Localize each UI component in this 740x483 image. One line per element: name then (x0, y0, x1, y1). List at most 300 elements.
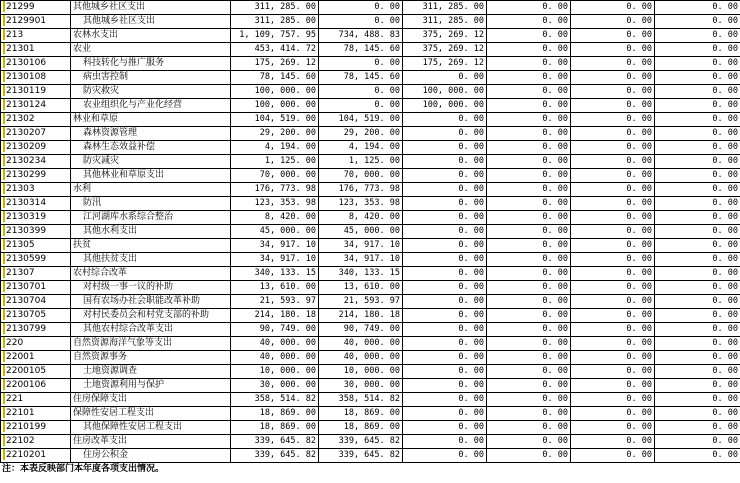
amount-cell[interactable]: 0. 00 (571, 57, 655, 71)
amount-cell[interactable]: 0. 00 (571, 337, 655, 351)
amount-cell[interactable]: 0. 00 (571, 15, 655, 29)
subject-name-cell[interactable]: 其他保障性安居工程支出 (71, 421, 231, 435)
amount-cell[interactable]: 0. 00 (655, 183, 740, 197)
amount-cell[interactable]: 0. 00 (319, 1, 403, 15)
amount-cell[interactable]: 34, 917. 10 (319, 253, 403, 267)
amount-cell[interactable]: 0. 00 (571, 43, 655, 57)
subject-code-cell[interactable] (1, 435, 71, 449)
amount-cell[interactable]: 40, 000. 00 (319, 337, 403, 351)
amount-cell[interactable]: 0. 00 (403, 281, 487, 295)
subject-code-cell[interactable] (1, 337, 71, 351)
subject-name-cell[interactable]: 农村综合改革 (71, 267, 231, 281)
subject-name-cell[interactable]: 防汛 (71, 197, 231, 211)
subject-code-cell[interactable] (1, 183, 71, 197)
amount-cell[interactable]: 0. 00 (487, 71, 571, 85)
amount-cell[interactable]: 0. 00 (655, 393, 740, 407)
amount-cell[interactable]: 0. 00 (571, 183, 655, 197)
amount-cell[interactable]: 0. 00 (655, 211, 740, 225)
subject-name-cell[interactable]: 住房改革支出 (71, 435, 231, 449)
amount-cell[interactable]: 176, 773. 98 (319, 183, 403, 197)
table-row[interactable] (1, 407, 740, 421)
subject-name-cell[interactable]: 江河湖库水系综合整治 (71, 211, 231, 225)
amount-cell[interactable]: 375, 269. 12 (403, 29, 487, 43)
table-row[interactable] (1, 295, 740, 309)
subject-code-cell[interactable] (1, 281, 71, 295)
table-row[interactable] (1, 267, 740, 281)
amount-cell[interactable]: 0. 00 (487, 113, 571, 127)
amount-cell[interactable]: 0. 00 (487, 85, 571, 99)
amount-cell[interactable]: 0. 00 (487, 183, 571, 197)
table-row[interactable] (1, 351, 740, 365)
amount-cell[interactable]: 0. 00 (655, 337, 740, 351)
subject-name-cell[interactable]: 土地资源利用与保护 (71, 379, 231, 393)
amount-cell[interactable]: 0. 00 (403, 253, 487, 267)
amount-cell[interactable]: 0. 00 (403, 127, 487, 141)
table-row[interactable] (1, 365, 740, 379)
subject-code-cell[interactable] (1, 421, 71, 435)
subject-name-cell[interactable]: 自然资源海洋气象等支出 (71, 337, 231, 351)
table-row[interactable] (1, 225, 740, 239)
subject-code-cell[interactable] (1, 155, 71, 169)
amount-cell[interactable]: 21, 593. 97 (231, 295, 319, 309)
amount-cell[interactable]: 0. 00 (487, 141, 571, 155)
amount-cell[interactable]: 0. 00 (403, 155, 487, 169)
amount-cell[interactable]: 0. 00 (403, 421, 487, 435)
amount-cell[interactable]: 0. 00 (319, 99, 403, 113)
amount-cell[interactable]: 0. 00 (403, 379, 487, 393)
subject-name-cell[interactable]: 对村民委员会和村党支部的补助 (71, 309, 231, 323)
amount-cell[interactable]: 0. 00 (655, 281, 740, 295)
amount-cell[interactable]: 0. 00 (487, 323, 571, 337)
table-row[interactable] (1, 309, 740, 323)
subject-code-cell[interactable] (1, 57, 71, 71)
amount-cell[interactable]: 358, 514. 82 (231, 393, 319, 407)
amount-cell[interactable]: 0. 00 (487, 407, 571, 421)
amount-cell[interactable]: 0. 00 (655, 379, 740, 393)
amount-cell[interactable]: 0. 00 (403, 169, 487, 183)
subject-name-cell[interactable]: 森林生态效益补偿 (71, 141, 231, 155)
amount-cell[interactable]: 0. 00 (571, 435, 655, 449)
subject-name-cell[interactable]: 农业 (71, 43, 231, 57)
amount-cell[interactable]: 0. 00 (403, 295, 487, 309)
amount-cell[interactable]: 0. 00 (319, 85, 403, 99)
amount-cell[interactable]: 0. 00 (655, 85, 740, 99)
amount-cell[interactable]: 0. 00 (487, 337, 571, 351)
table-row[interactable] (1, 435, 740, 449)
table-row[interactable] (1, 113, 740, 127)
subject-name-cell[interactable]: 防灾救灾 (71, 85, 231, 99)
subject-name-cell[interactable]: 农业组织化与产业化经营 (71, 99, 231, 113)
table-row[interactable] (1, 421, 740, 435)
amount-cell[interactable]: 0. 00 (403, 323, 487, 337)
amount-cell[interactable]: 0. 00 (403, 435, 487, 449)
amount-cell[interactable]: 0. 00 (655, 309, 740, 323)
amount-cell[interactable]: 0. 00 (571, 155, 655, 169)
amount-cell[interactable]: 1, 109, 757. 95 (231, 29, 319, 43)
amount-cell[interactable]: 0. 00 (571, 71, 655, 85)
amount-cell[interactable]: 0. 00 (403, 309, 487, 323)
subject-name-cell[interactable]: 国有农场办社会职能改革补助 (71, 295, 231, 309)
amount-cell[interactable]: 78, 145. 60 (319, 43, 403, 57)
amount-cell[interactable]: 0. 00 (487, 267, 571, 281)
subject-name-cell[interactable]: 其他农村综合改革支出 (71, 323, 231, 337)
table-row[interactable] (1, 211, 740, 225)
subject-name-cell[interactable]: 其他林业和草原支出 (71, 169, 231, 183)
amount-cell[interactable]: 453, 414. 72 (231, 43, 319, 57)
table-row[interactable] (1, 393, 740, 407)
table-row[interactable] (1, 239, 740, 253)
amount-cell[interactable]: 0. 00 (487, 281, 571, 295)
amount-cell[interactable]: 0. 00 (655, 127, 740, 141)
subject-code-cell[interactable] (1, 127, 71, 141)
subject-name-cell[interactable]: 保障性安居工程支出 (71, 407, 231, 421)
subject-code-cell[interactable] (1, 43, 71, 57)
amount-cell[interactable]: 340, 133. 15 (231, 267, 319, 281)
error-indicator-icon (3, 351, 5, 362)
amount-cell[interactable]: 0. 00 (571, 113, 655, 127)
table-row[interactable] (1, 29, 740, 43)
amount-cell[interactable]: 10, 000. 00 (231, 365, 319, 379)
amount-cell[interactable]: 0. 00 (655, 351, 740, 365)
amount-cell[interactable]: 0. 00 (487, 1, 571, 15)
amount-cell[interactable]: 375, 269. 12 (403, 43, 487, 57)
amount-cell[interactable]: 0. 00 (655, 1, 740, 15)
amount-cell[interactable]: 123, 353. 98 (319, 197, 403, 211)
amount-cell[interactable]: 0. 00 (655, 421, 740, 435)
amount-cell[interactable]: 0. 00 (487, 225, 571, 239)
table-row[interactable] (1, 43, 740, 57)
subject-name-cell[interactable]: 防灾减灾 (71, 155, 231, 169)
amount-cell[interactable]: 30, 000. 00 (231, 379, 319, 393)
amount-cell[interactable]: 0. 00 (487, 169, 571, 183)
amount-cell[interactable]: 311, 285. 00 (231, 1, 319, 15)
amount-cell[interactable]: 214, 180. 18 (231, 309, 319, 323)
amount-cell[interactable]: 0. 00 (487, 253, 571, 267)
amount-cell[interactable]: 30, 000. 00 (319, 379, 403, 393)
amount-cell[interactable]: 0. 00 (571, 169, 655, 183)
amount-cell[interactable]: 340, 133. 15 (319, 267, 403, 281)
amount-cell[interactable]: 90, 749. 00 (319, 323, 403, 337)
amount-cell[interactable]: 29, 200. 00 (231, 127, 319, 141)
amount-cell[interactable]: 0. 00 (655, 57, 740, 71)
subject-code-cell[interactable] (1, 29, 71, 43)
amount-cell[interactable]: 0. 00 (655, 449, 740, 463)
subject-code-cell[interactable] (1, 99, 71, 113)
amount-cell[interactable]: 0. 00 (655, 253, 740, 267)
amount-cell[interactable]: 0. 00 (655, 435, 740, 449)
subject-code-cell[interactable] (1, 351, 71, 365)
amount-cell[interactable]: 0. 00 (403, 351, 487, 365)
amount-cell[interactable]: 214, 180. 18 (319, 309, 403, 323)
subject-name-cell[interactable]: 水利 (71, 183, 231, 197)
amount-cell[interactable]: 0. 00 (487, 365, 571, 379)
amount-cell[interactable]: 70, 000. 00 (231, 169, 319, 183)
amount-cell[interactable]: 40, 000. 00 (319, 351, 403, 365)
amount-cell[interactable]: 0. 00 (655, 155, 740, 169)
subject-code-cell[interactable] (1, 393, 71, 407)
subject-code-cell[interactable] (1, 323, 71, 337)
amount-cell[interactable]: 0. 00 (571, 309, 655, 323)
amount-cell[interactable]: 13, 610. 00 (231, 281, 319, 295)
table-row[interactable] (1, 337, 740, 351)
table-row[interactable] (1, 85, 740, 99)
amount-cell[interactable]: 0. 00 (571, 253, 655, 267)
amount-cell[interactable]: 0. 00 (403, 407, 487, 421)
amount-cell[interactable]: 0. 00 (487, 239, 571, 253)
amount-cell[interactable]: 0. 00 (403, 239, 487, 253)
amount-cell[interactable]: 0. 00 (403, 337, 487, 351)
amount-cell[interactable]: 0. 00 (319, 57, 403, 71)
amount-cell[interactable]: 0. 00 (571, 351, 655, 365)
subject-name-cell[interactable]: 科技转化与推广服务 (71, 57, 231, 71)
subject-code-cell[interactable] (1, 71, 71, 85)
amount-cell[interactable]: 1, 125. 00 (231, 155, 319, 169)
amount-cell[interactable]: 0. 00 (571, 407, 655, 421)
amount-cell[interactable]: 0. 00 (571, 365, 655, 379)
amount-cell[interactable]: 0. 00 (571, 449, 655, 463)
amount-cell[interactable]: 45, 000. 00 (231, 225, 319, 239)
amount-cell[interactable]: 734, 488. 83 (319, 29, 403, 43)
subject-name-cell[interactable]: 病虫害控制 (71, 71, 231, 85)
subject-code-cell[interactable] (1, 211, 71, 225)
amount-cell[interactable]: 13, 610. 00 (319, 281, 403, 295)
amount-cell[interactable]: 0. 00 (571, 281, 655, 295)
subject-name-cell[interactable]: 扶贫 (71, 239, 231, 253)
amount-cell[interactable]: 0. 00 (403, 197, 487, 211)
subject-code-cell[interactable] (1, 1, 71, 15)
amount-cell[interactable]: 34, 917. 10 (231, 253, 319, 267)
amount-cell[interactable]: 0. 00 (655, 99, 740, 113)
amount-cell[interactable]: 0. 00 (655, 267, 740, 281)
table-row[interactable] (1, 323, 740, 337)
amount-cell[interactable]: 4, 194. 00 (319, 141, 403, 155)
amount-cell[interactable]: 29, 200. 00 (319, 127, 403, 141)
amount-cell[interactable]: 0. 00 (403, 71, 487, 85)
amount-cell[interactable]: 0. 00 (571, 127, 655, 141)
subject-code-cell[interactable] (1, 253, 71, 267)
amount-cell[interactable]: 0. 00 (571, 29, 655, 43)
amount-cell[interactable]: 0. 00 (403, 449, 487, 463)
amount-cell[interactable]: 0. 00 (655, 43, 740, 57)
amount-cell[interactable]: 0. 00 (487, 379, 571, 393)
amount-cell[interactable]: 8, 420. 00 (319, 211, 403, 225)
subject-code-cell[interactable] (1, 309, 71, 323)
amount-cell[interactable]: 0. 00 (403, 267, 487, 281)
amount-cell[interactable]: 100, 000. 00 (231, 85, 319, 99)
amount-cell[interactable]: 0. 00 (487, 393, 571, 407)
table-row[interactable] (1, 127, 740, 141)
amount-cell[interactable]: 0. 00 (571, 99, 655, 113)
amount-cell[interactable]: 358, 514. 82 (319, 393, 403, 407)
amount-cell[interactable]: 1, 125. 00 (319, 155, 403, 169)
subject-name-cell[interactable]: 住房公积金 (71, 449, 231, 463)
amount-cell[interactable]: 0. 00 (403, 141, 487, 155)
amount-cell[interactable]: 0. 00 (487, 449, 571, 463)
amount-cell[interactable]: 0. 00 (571, 197, 655, 211)
error-indicator-icon (3, 113, 5, 124)
amount-cell[interactable]: 0. 00 (487, 435, 571, 449)
amount-cell[interactable]: 0. 00 (487, 197, 571, 211)
amount-cell[interactable]: 0. 00 (571, 393, 655, 407)
amount-cell[interactable]: 0. 00 (403, 365, 487, 379)
amount-cell[interactable]: 0. 00 (655, 169, 740, 183)
amount-cell[interactable]: 0. 00 (655, 15, 740, 29)
amount-cell[interactable]: 21, 593. 97 (319, 295, 403, 309)
amount-cell[interactable]: 123, 353. 98 (231, 197, 319, 211)
amount-cell[interactable]: 0. 00 (487, 29, 571, 43)
subject-code-cell[interactable] (1, 267, 71, 281)
amount-cell[interactable]: 311, 285. 00 (231, 15, 319, 29)
amount-cell[interactable]: 0. 00 (403, 113, 487, 127)
amount-cell[interactable]: 0. 00 (487, 211, 571, 225)
amount-cell[interactable]: 0. 00 (571, 295, 655, 309)
amount-cell[interactable]: 78, 145. 60 (319, 71, 403, 85)
amount-cell[interactable]: 0. 00 (487, 351, 571, 365)
subject-code-cell[interactable] (1, 379, 71, 393)
table-row[interactable] (1, 379, 740, 393)
amount-cell[interactable]: 0. 00 (655, 141, 740, 155)
subject-code-cell[interactable] (1, 225, 71, 239)
amount-cell[interactable]: 0. 00 (571, 211, 655, 225)
amount-cell[interactable]: 0. 00 (487, 43, 571, 57)
amount-cell[interactable]: 34, 917. 10 (231, 239, 319, 253)
amount-cell[interactable]: 0. 00 (487, 127, 571, 141)
subject-code-cell[interactable] (1, 141, 71, 155)
subject-name-cell[interactable]: 自然资源事务 (71, 351, 231, 365)
amount-cell[interactable]: 0. 00 (319, 15, 403, 29)
table-row[interactable] (1, 57, 740, 71)
subject-code-cell[interactable] (1, 85, 71, 99)
amount-cell[interactable]: 8, 420. 00 (231, 211, 319, 225)
amount-cell[interactable]: 0. 00 (487, 99, 571, 113)
amount-cell[interactable]: 0. 00 (487, 155, 571, 169)
amount-cell[interactable]: 0. 00 (655, 365, 740, 379)
amount-cell[interactable]: 0. 00 (571, 239, 655, 253)
amount-cell[interactable]: 0. 00 (655, 295, 740, 309)
subject-name-cell[interactable]: 其他扶贫支出 (71, 253, 231, 267)
table-row[interactable] (1, 141, 740, 155)
table-row[interactable] (1, 253, 740, 267)
table-row[interactable] (1, 1, 740, 15)
amount-cell[interactable]: 0. 00 (487, 295, 571, 309)
amount-cell[interactable]: 100, 000. 00 (403, 85, 487, 99)
subject-name-cell[interactable]: 土地资源调查 (71, 365, 231, 379)
amount-cell[interactable]: 0. 00 (655, 323, 740, 337)
amount-cell[interactable]: 100, 000. 00 (403, 99, 487, 113)
amount-cell[interactable]: 104, 519. 00 (319, 113, 403, 127)
amount-cell[interactable]: 10, 000. 00 (319, 365, 403, 379)
table-row[interactable] (1, 281, 740, 295)
amount-cell[interactable]: 339, 645. 82 (231, 435, 319, 449)
amount-cell[interactable]: 175, 269. 12 (231, 57, 319, 71)
error-indicator-icon (3, 435, 5, 446)
subject-code-cell[interactable] (1, 113, 71, 127)
subject-name-cell[interactable]: 农林水支出 (71, 29, 231, 43)
table-row[interactable] (1, 197, 740, 211)
amount-cell[interactable]: 104, 519. 00 (231, 113, 319, 127)
subject-name-cell[interactable]: 其他城乡社区支出 (71, 15, 231, 29)
table-row[interactable] (1, 183, 740, 197)
amount-cell[interactable]: 18, 869. 00 (231, 407, 319, 421)
subject-code-cell[interactable] (1, 169, 71, 183)
subject-code-cell[interactable] (1, 295, 71, 309)
amount-cell[interactable]: 339, 645. 82 (319, 435, 403, 449)
amount-cell[interactable]: 4, 194. 00 (231, 141, 319, 155)
amount-cell[interactable]: 0. 00 (487, 421, 571, 435)
amount-cell[interactable]: 70, 000. 00 (319, 169, 403, 183)
amount-cell[interactable]: 0. 00 (655, 225, 740, 239)
subject-code-cell[interactable] (1, 197, 71, 211)
error-indicator-icon (3, 1, 5, 12)
amount-cell[interactable]: 0. 00 (655, 113, 740, 127)
amount-cell[interactable]: 0. 00 (571, 225, 655, 239)
subject-code-cell[interactable] (1, 239, 71, 253)
amount-cell[interactable]: 176, 773. 98 (231, 183, 319, 197)
amount-cell[interactable]: 0. 00 (403, 211, 487, 225)
amount-cell[interactable]: 0. 00 (655, 29, 740, 43)
amount-cell[interactable]: 0. 00 (403, 393, 487, 407)
amount-cell[interactable]: 0. 00 (403, 183, 487, 197)
subject-code: 2130108 (6, 72, 47, 82)
subject-code-cell[interactable] (1, 407, 71, 421)
amount-cell[interactable]: 34, 917. 10 (319, 239, 403, 253)
subject-name-cell[interactable]: 森林资源管理 (71, 127, 231, 141)
amount-cell[interactable]: 0. 00 (571, 267, 655, 281)
amount-cell[interactable]: 78, 145. 60 (231, 71, 319, 85)
amount-cell[interactable]: 0. 00 (487, 15, 571, 29)
amount-cell[interactable]: 0. 00 (655, 407, 740, 421)
table-row[interactable] (1, 169, 740, 183)
table-row[interactable] (1, 15, 740, 29)
amount-cell[interactable]: 0. 00 (655, 239, 740, 253)
amount-cell[interactable]: 0. 00 (571, 85, 655, 99)
amount-cell[interactable]: 311, 285. 00 (403, 1, 487, 15)
table-row[interactable] (1, 71, 740, 85)
amount-cell[interactable]: 0. 00 (571, 323, 655, 337)
amount-cell[interactable]: 0. 00 (487, 309, 571, 323)
table-row[interactable] (1, 99, 740, 113)
amount-cell[interactable]: 0. 00 (655, 71, 740, 85)
subject-name-cell[interactable]: 对村级一事一议的补助 (71, 281, 231, 295)
subject-name-cell[interactable]: 住房保障支出 (71, 393, 231, 407)
amount-cell[interactable]: 18, 869. 00 (319, 421, 403, 435)
amount-cell[interactable]: 40, 000. 00 (231, 337, 319, 351)
amount-cell[interactable]: 175, 269. 12 (403, 57, 487, 71)
subject-code-cell[interactable] (1, 15, 71, 29)
amount-cell[interactable]: 0. 00 (571, 379, 655, 393)
table-row[interactable] (1, 155, 740, 169)
amount-cell[interactable]: 0. 00 (571, 141, 655, 155)
amount-cell[interactable]: 100, 000. 00 (231, 99, 319, 113)
amount-cell[interactable]: 18, 869. 00 (319, 407, 403, 421)
subject-name-cell[interactable]: 其他城乡社区支出 (71, 1, 231, 15)
amount-cell[interactable]: 0. 00 (571, 1, 655, 15)
amount-cell[interactable]: 0. 00 (571, 421, 655, 435)
amount-cell[interactable]: 0. 00 (403, 225, 487, 239)
amount-cell[interactable]: 0. 00 (655, 197, 740, 211)
amount-cell[interactable]: 18, 869. 00 (231, 421, 319, 435)
amount-cell[interactable]: 40, 000. 00 (231, 351, 319, 365)
amount-cell[interactable]: 0. 00 (487, 57, 571, 71)
subject-name-cell[interactable]: 其他水利支出 (71, 225, 231, 239)
amount-cell[interactable]: 339, 645. 82 (319, 449, 403, 463)
amount-cell[interactable]: 45, 000. 00 (319, 225, 403, 239)
amount-cell[interactable]: 90, 749. 00 (231, 323, 319, 337)
amount-cell[interactable]: 339, 645. 82 (231, 449, 319, 463)
amount-cell[interactable]: 311, 285. 00 (403, 15, 487, 29)
subject-name-cell[interactable]: 林业和草原 (71, 113, 231, 127)
subject-code-cell[interactable] (1, 365, 71, 379)
